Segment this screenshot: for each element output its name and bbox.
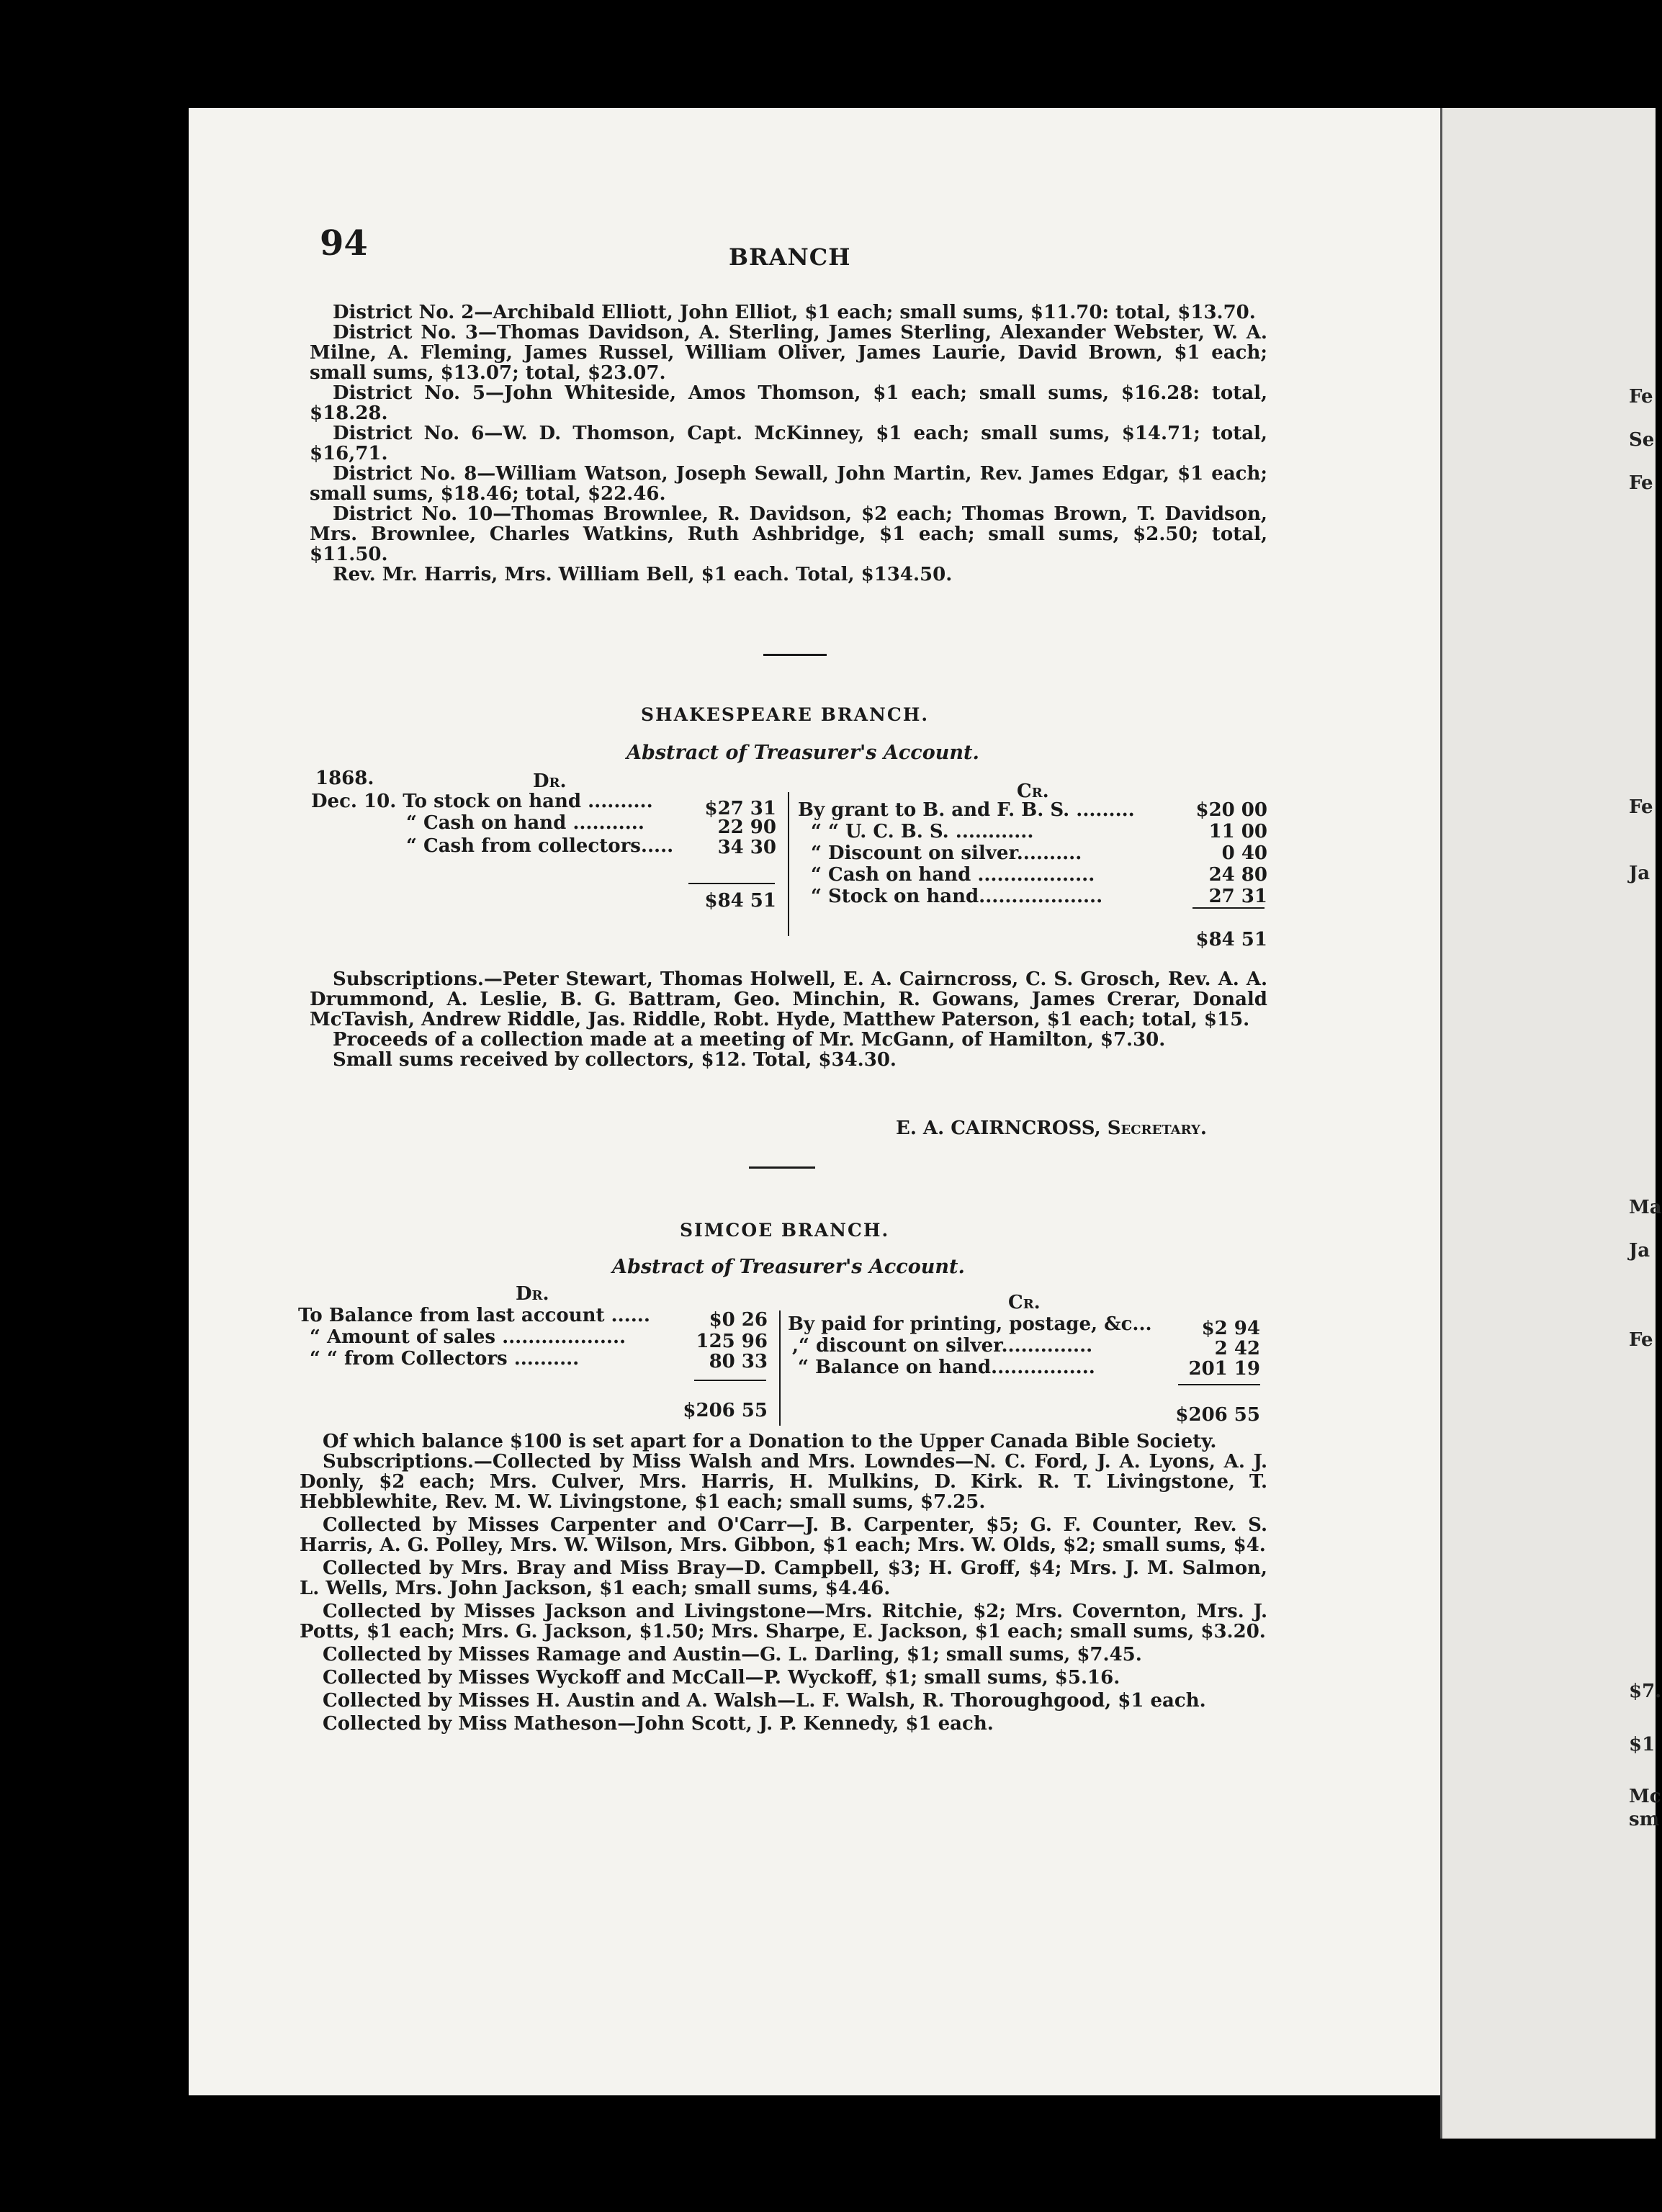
credit-amount: 11 00 — [1208, 821, 1267, 842]
adjacent-fragment: $7. — [1629, 1681, 1662, 1702]
small-sums-text: Small sums received by collectors, $12. Total, $34.30. — [333, 1049, 897, 1071]
section-subtitle: Abstract of Treasurer's Account. — [626, 742, 979, 764]
debit-header: Dr. — [533, 770, 567, 792]
collection-entry: Collected by Misses Wyckoff and McCall—P. Wyckoff, $1; small sums, $5.16. — [323, 1667, 1120, 1689]
collection-entry: Collected by Mrs. Bray and Miss Bray—D. Campbell, $3; H. Groff, $4; Mrs. J. M. Salmon, L. Wells, Mrs. John Jackson, $1 each; small sums, $4.46. — [300, 1557, 1267, 1599]
credit-line: By grant to B. and F. B. S. ......... — [798, 799, 1135, 821]
credit-line: “ Cash on hand .................. — [811, 864, 1095, 886]
proceeds-text: Proceeds of a collection made at a meeting of Mr. McGann, of Hamilton, $7.30. — [333, 1029, 1166, 1051]
debit-amount: $27 31 — [704, 798, 776, 819]
adjacent-fragment: Fe — [1629, 386, 1653, 408]
account-year: 1868. — [315, 768, 374, 789]
credit-amount: 2 42 — [1214, 1338, 1260, 1359]
running-title: BRANCH — [729, 243, 851, 271]
credit-total: $206 55 — [1175, 1404, 1260, 1426]
credit-amount: 27 31 — [1208, 886, 1267, 907]
collection-entry: Collected by Misses Ramage and Austin—G. L. Darling, $1; small sums, $7.45. — [323, 1644, 1142, 1665]
section-title: SIMCOE BRANCH. — [680, 1220, 890, 1241]
district-list — [310, 302, 1267, 585]
debit-total: $84 51 — [704, 890, 776, 912]
credit-header: Cr. — [1008, 1292, 1041, 1313]
district-entry: District No. 10—Thomas Brownlee, R. Davidson, $2 each; Thomas Brown, T. Davidson, Mrs. Brownlee, Charles Watkins, Ruth Ashbridge, $1 each; small sums, $2.50; total, $11.50. — [310, 503, 1267, 565]
adjacent-fragment: Se — [1629, 429, 1655, 451]
credit-line: “ Discount on silver.......... — [811, 842, 1082, 864]
district-entry: Rev. Mr. Harris, Mrs. William Bell, $1 each. Total, $134.50. — [333, 564, 953, 585]
shakespeare-subscriptions — [310, 969, 1267, 1070]
subscriptions-text: Subscriptions.—Peter Stewart, Thomas Holwell, E. A. Cairncross, C. S. Grosch, Rev. A. A. Drummond, A. Leslie, B. G. Battram, Geo. Minchin, R. Gowans, James Crerar, Donald McTavish, Andrew Riddle, Jas. Riddle, Robt. Hyde, Matthew Paterson, $1 each; total, $15. — [310, 968, 1267, 1030]
total-rule — [688, 883, 775, 884]
collection-entry: Collected by Miss Matheson—John Scott, J. P. Kennedy, $1 each. — [323, 1713, 994, 1735]
adjacent-fragment: Fe — [1629, 472, 1653, 494]
total-rule — [1178, 1384, 1260, 1385]
debit-amount: 125 96 — [696, 1331, 768, 1352]
debit-amount: 80 33 — [709, 1351, 768, 1372]
column-divider — [788, 792, 789, 936]
credit-header: Cr. — [1017, 781, 1049, 802]
credit-line: ,“ discount on silver.............. — [792, 1335, 1093, 1357]
credit-amount: 201 19 — [1188, 1358, 1260, 1380]
adjacent-fragment: Ma — [1629, 1197, 1662, 1218]
adjacent-fragment: sm — [1629, 1809, 1660, 1830]
debit-line: “ Cash from collectors..... — [406, 835, 674, 857]
column-divider — [779, 1310, 781, 1426]
adjacent-fragment: $1 — [1629, 1734, 1656, 1755]
credit-line: By paid for printing, postage, &c... — [788, 1313, 1152, 1335]
adjacent-fragment: Ja — [1629, 1240, 1650, 1262]
debit-line: “ “ from Collectors .......... — [310, 1348, 580, 1370]
collection-entry: Collected by Misses Jackson and Livingstone—Mrs. Ritchie, $2; Mrs. Covernton, Mrs. J. Potts, $1 each; Mrs. G. Jackson, $1.50; Mrs. Sharpe, E. Jackson, $1 each; small sums, $3.20. — [300, 1601, 1267, 1642]
collection-entry: Subscriptions.—Collected by Miss Walsh and Mrs. Lowndes—N. C. Ford, J. A. Lyons, A. J. Donly, $2 each; Mrs. Culver, Mrs. Harris, H. Mulkins, D. Kirk. R. T. Livingstone, T. Hebblewhite, Rev. M. W. Livingstone, $1 each; small sums, $7.25. — [300, 1451, 1267, 1513]
debit-line: “ Cash on hand ........... — [406, 812, 644, 834]
district-entry: District No. 2—Archibald Elliott, John Elliot, $1 each; small sums, $11.70: total, $13.70. — [333, 302, 1256, 323]
section-divider — [763, 654, 827, 656]
debit-line: To Balance from last account ...... — [298, 1305, 650, 1326]
credit-line: “ Stock on hand................... — [811, 886, 1103, 907]
credit-amount: $2 94 — [1201, 1318, 1260, 1339]
page-number: 94 — [320, 223, 368, 264]
debit-header: Dr. — [516, 1283, 549, 1305]
total-rule — [1192, 907, 1265, 909]
debit-total: $206 55 — [683, 1400, 768, 1421]
adjacent-page-edge — [1440, 108, 1656, 2139]
total-rule — [694, 1380, 766, 1381]
credit-amount: 24 80 — [1208, 864, 1267, 886]
district-entry: District No. 8—William Watson, Joseph Sewall, John Martin, Rev. James Edgar, $1 each; small sums, $18.46; total, $22.46. — [310, 463, 1267, 505]
debit-amount: $0 26 — [709, 1309, 768, 1331]
district-entry: District No. 3—Thomas Davidson, A. Sterling, James Sterling, Alexander Webster, W. A. Milne, A. Fleming, James Russel, William Oliver, James Laurie, David Brown, $1 each; small sums, $13.07; total, $23.07. — [310, 322, 1267, 384]
simcoe-notes — [300, 1431, 1267, 1734]
credit-line: “ Balance on hand................ — [798, 1357, 1095, 1378]
debit-line: “ Amount of sales ................... — [310, 1326, 626, 1348]
district-entry: District No. 6—W. D. Thomson, Capt. McKinney, $1 each; small sums, $14.71; total, $16,71. — [310, 423, 1267, 464]
credit-amount: 0 40 — [1221, 842, 1267, 864]
adjacent-fragment: Fe — [1629, 1329, 1653, 1351]
district-entry: District No. 5—John Whiteside, Amos Thomson, $1 each; small sums, $16.28: total, $18.28. — [310, 382, 1267, 424]
credit-amount: $20 00 — [1195, 799, 1267, 821]
collection-entry: Collected by Misses H. Austin and A. Walsh—L. F. Walsh, R. Thoroughgood, $1 each. — [323, 1690, 1206, 1712]
adjacent-fragment: Ja — [1629, 863, 1650, 884]
secretary-signature: E. A. CAIRNCROSS, Secretary. — [896, 1118, 1207, 1139]
credit-total: $84 51 — [1195, 929, 1267, 950]
section-title: SHAKESPEARE BRANCH. — [641, 704, 930, 725]
collection-entry: Collected by Misses Carpenter and O'Carr—J. B. Carpenter, $5; G. F. Counter, Rev. S. Harris, A. G. Polley, Mrs. W. Wilson, Mrs. Gibbon, $1 each; Mrs. W. Olds, $2; small sums, $4. — [300, 1514, 1267, 1556]
adjacent-fragment: Mc — [1629, 1786, 1661, 1807]
debit-amount: 34 30 — [717, 837, 776, 858]
credit-line: “ “ U. C. B. S. ............ — [811, 821, 1034, 842]
section-subtitle: Abstract of Treasurer's Account. — [612, 1256, 965, 1278]
section-divider — [749, 1166, 815, 1169]
debit-line: Dec. 10. To stock on hand .......... — [311, 791, 653, 812]
balance-note: Of which balance $100 is set apart for a Donation to the Upper Canada Bible Society. — [323, 1431, 1217, 1452]
debit-amount: 22 90 — [717, 817, 776, 838]
adjacent-fragment: Fe — [1629, 796, 1653, 818]
